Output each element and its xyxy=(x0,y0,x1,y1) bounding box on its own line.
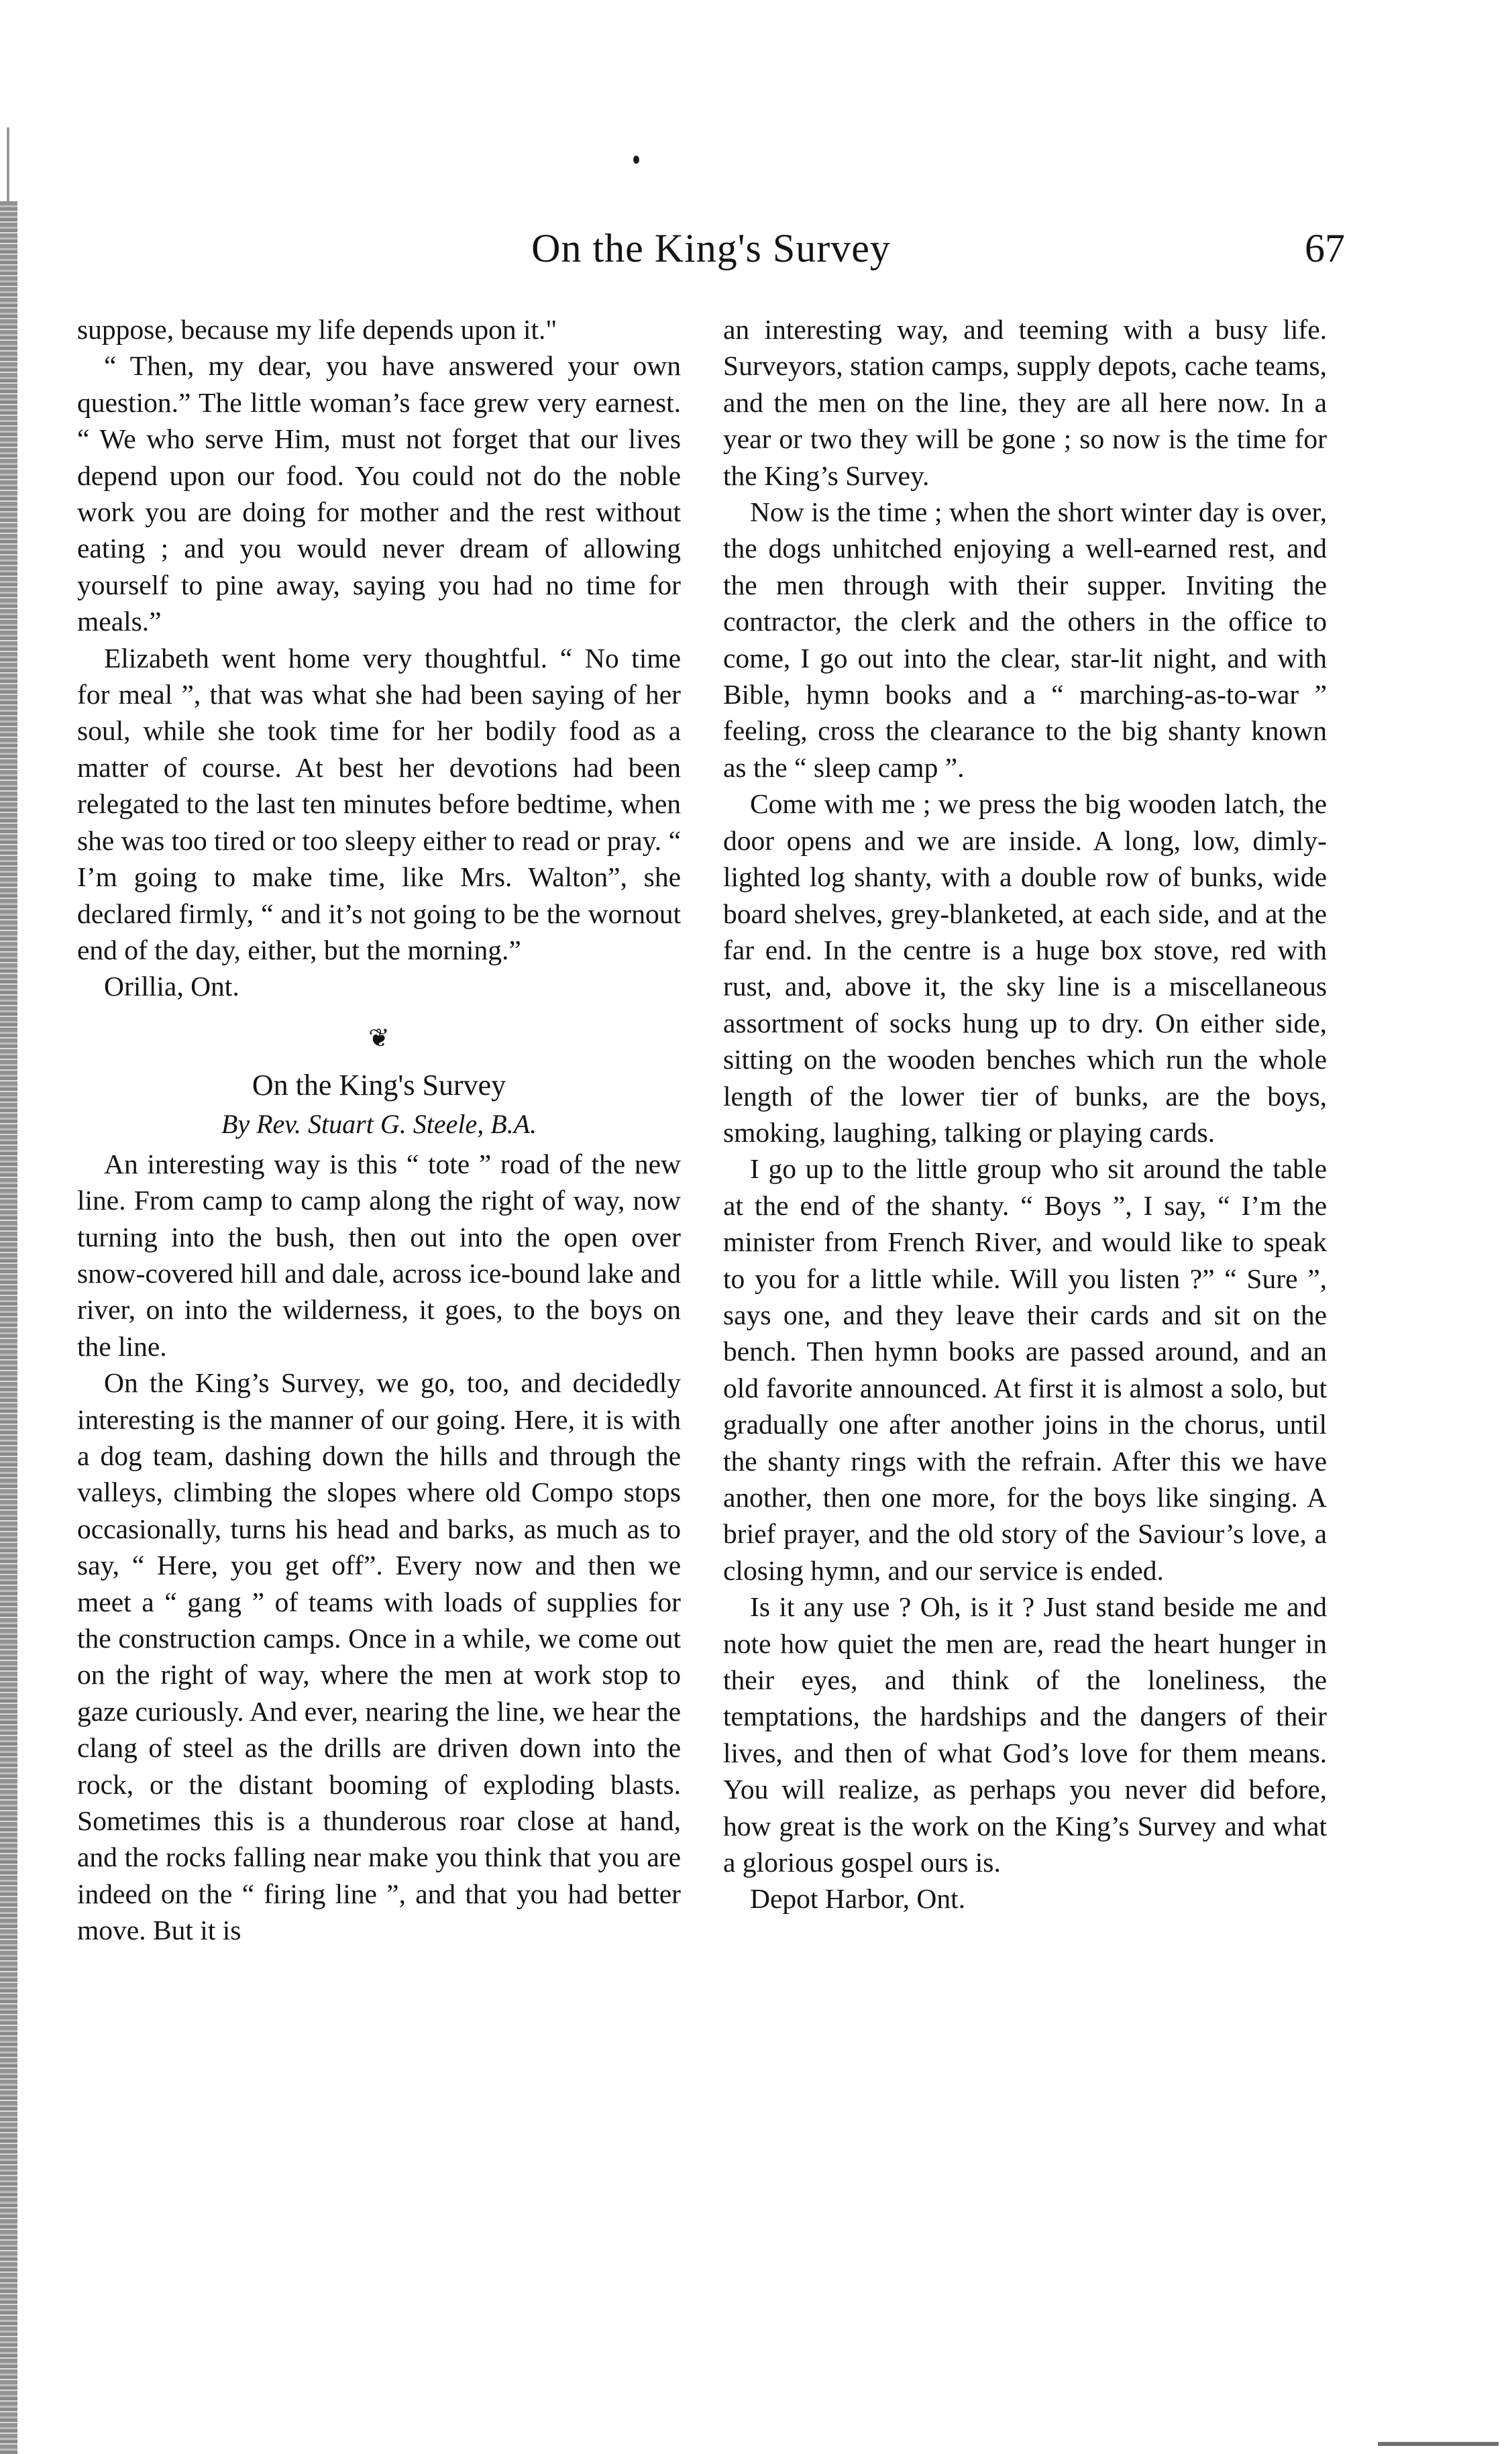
paragraph: Come with me ; we press the big wooden latch, the door opens and we are inside. A long, low, dimly-lighted log shanty, with a double row of bunks, wide board shelves, grey-blanketed, at each side, and at the far end. In the centre is a huge box stove, red with rust, and, above it, the sky line is a miscellaneous assortment of socks hung up to dry. On either side, sitting on the wooden benches which run the whole length of the lower tier of bunks, are the boys, smoking, laughing, talking or playing cards. xyxy=(723,788,1327,1148)
paragraph: “ Then, my dear, you have answered your own question.” The little woman’s face grew very earnest. “ We who serve Him, must not forget that our lives depend upon our food. You could not do the noble work you are doing for mother and the rest without eating ; and you would never dream of allowing yourself to pine away, saying you had no time for meals.” xyxy=(77,350,681,637)
paragraph: I go up to the little group who sit around the table at the end of the shanty. “ Boys ”, I say, “ I’m the minister from French River, and would like to speak to you for a little while. Will you listen ?” “ Sure ”, says one, and they leave their cards and sit on the bench. Then hymn books are passed around, and an old favorite announced. At first it is almost a solo, but gradually one after another joins in the chorus, until the shanty rings with the refrain. After this we have another, then one more, for the boys like singing. A brief prayer, and the old story of the Saviour’s love, a closing hymn, and our service is ended. xyxy=(723,1153,1327,1586)
paragraph: Elizabeth went home very thoughtful. “ No time for meal ”, that was what she had been saying of her soul, while she took time for her bodily food as a matter of course. At best her devotions had been relegated to the last ten minutes before bedtime, when she was too tired or too sleepy either to read or pray. “ I’m going to make time, like Mrs. Walton”, she declared firmly, “ and it’s not going to be the wornout end of the day, either, but the morning.” xyxy=(77,642,681,965)
page-number: 67 xyxy=(1305,226,1345,270)
article-title: On the King's Survey xyxy=(252,1068,506,1102)
paragraph: an interesting way, and teeming with a busy life. Surveyors, station camps, supply depots, cache teams, and the men on the line, they are all here now. In a year or two they will be gone ; so now is the time for the King’s Survey. xyxy=(723,314,1327,491)
binding-edge xyxy=(0,201,17,2454)
running-head xyxy=(77,225,1345,286)
place-signature: Orillia, Ont. xyxy=(104,971,239,1002)
running-title: On the King's Survey xyxy=(531,226,891,270)
byline: By Rev. Stuart G. Steele, B.A. xyxy=(221,1108,537,1139)
paragraph: On the King’s Survey, we go, too, and decidedly interesting is the manner of our going. Here, it is with a dog team, dashing down the hills and through the valleys, climbing the slopes where old Compo stops occasionally, turns his head and barks, as much as to say, “ Here, you get off”. Every now and then we meet a “ gang ” of teams with loads of supplies for the construction camps. Once in a while, we come out on the right of way, where the men at work stop to gaze curiously. And ever, nearing the line, we hear the clang of steel as the drills are driven down into the rock, or the distant booming of exploding blasts. Sometimes this is a thunderous roar close at hand, and the rocks falling near make you think that you are indeed on the “ firing line ”, and that you had better move. But it is xyxy=(77,1367,681,1946)
bottom-rule xyxy=(1378,2442,1499,2446)
ink-speck xyxy=(633,156,639,164)
left-column xyxy=(77,311,681,1949)
place-signature: Depot Harbor, Ont. xyxy=(750,1883,966,1915)
paragraph: Is it any use ? Oh, is it ? Just stand beside me and note how quiet the men are, read the heart hunger in their eyes, and think of the loneliness, the temptations, the hardships and the dangers of their lives, and then of what God’s love for them means. You will realize, as perhaps you never did before, how great is the work on the King’s Survey and what a glorious gospel ours is. xyxy=(723,1591,1327,1878)
right-column xyxy=(723,311,1327,1917)
ornament-icon: ❦ xyxy=(368,1024,390,1053)
paragraph: An interesting way is this “ tote ” road of the new line. From camp to camp along the right of way, now turning into the bush, then out into the open over snow-covered hill and dale, across ice-bound lake and river, on into the wilderness, it goes, to the boys on the line. xyxy=(77,1148,681,1362)
paragraph: Now is the time ; when the short winter day is over, the dogs unhitched enjoying a well-earned rest, and the men through with their supper. Inviting the contractor, the clerk and the others in the office to come, I go out into the clear, star-lit night, and with Bible, hymn books and a “ marching-as-to-war ” feeling, cross the clearance to the big shanty known as the “ sleep camp ”. xyxy=(723,496,1327,783)
binding-edge-mark xyxy=(7,127,9,201)
paragraph: suppose, because my life depends upon it." xyxy=(77,314,557,345)
